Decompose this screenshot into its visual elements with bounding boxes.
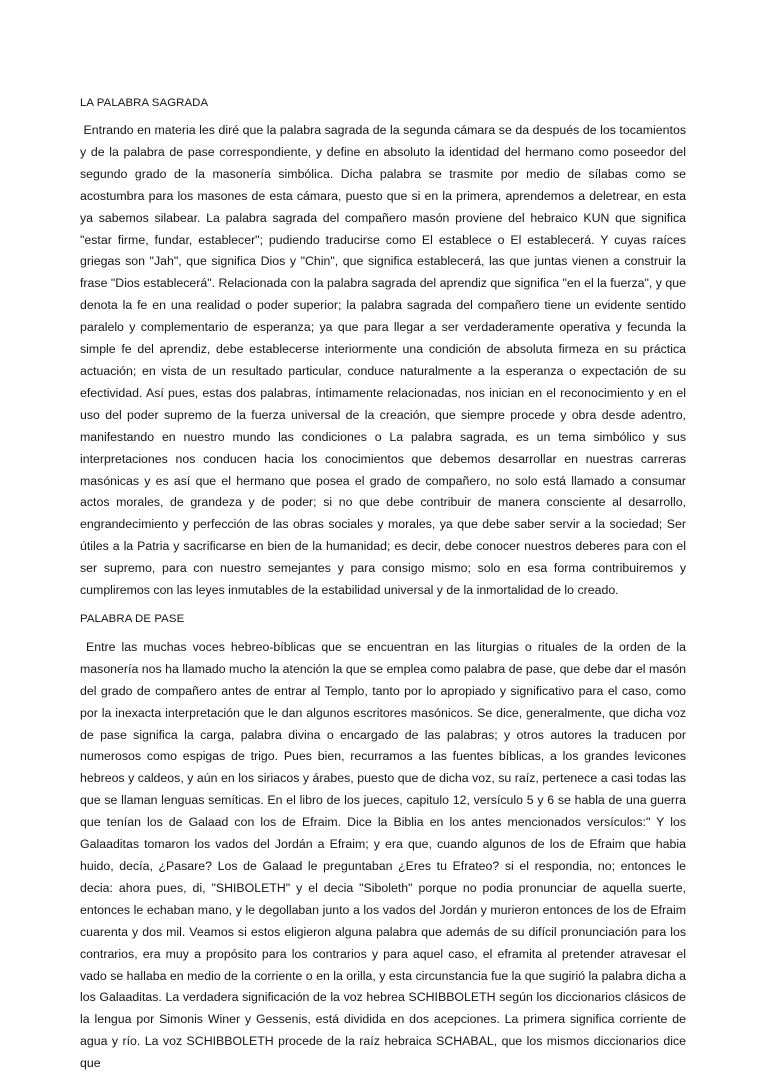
document-page [80,92,690,1075]
section-paragraph-palabra-sagrada: Entrando en materia les diré que la palabra sagrada de la segunda cámara se da después de los tocamientos y de la palabra de pase correspondiente, y define en absoluto la identidad del hermano como poseedor del segundo grado de la masonería simbólica. Dicha palabra se trasmite por medio de sílabas como se acostumbra para los masones de esta cámara, puesto que si en la primera, aprendemos a deletrear, en esta ya sabemos silabear. La palabra sagrada del compañero masón proviene del hebraico KUN que significa "estar firme, fundar, establecer"; pudiendo traducirse como El establece o El establecerá. Y cuyas raíces griegas son "Jah", que significa Dios y "Chin", que significa establecerá, las que juntas vienen a construir la frase "Dios establecerá". Relacionada con la palabra sagrada del aprendiz que significa "en el la fuerza", y que denota la fe en una realidad o poder superior; la palabra sagrada del compañero tiene un evidente sentido paralelo y complementario de esperanza; ya que para llegar a ser verdaderamente operativa y fecunda la simple fe del aprendiz, debe establecerse interiormente una condición de absoluta firmeza en su práctica actuación; en vista de un resultado particular, conduce naturalmente a la esperanza o expectación de su efectividad. Así pues, estas dos palabras, íntimamente relacionadas, nos inician en el reconocimiento y en el uso del poder supremo de la fuerza universal de la creación, que siempre procede y obra desde adentro, manifestando en nuestro mundo las condiciones o La palabra sagrada, es un tema simbólico y sus interpretaciones nos conducen hacia los conocimientos que debemos desarrollar en nuestras carreras masónicas y es así que el hermano que posea el grado de compañero, no solo está llamado a consumar actos morales, de grandeza y de poder; si no que debe contribuir de manera consciente al desarrollo, engrandecimiento y perfección de las obras sociales y morales, ya que debe saber servir a la sociedad; Ser útiles a la Patria y sacrificarse en bien de la humanidad; es decir, debe conocer nuestros deberes para con el ser supremo, para con nuestro semejantes y para consigo mismo; solo en esa forma contribuiremos y cumpliremos con las leyes inmutables de la estabilidad universal y de la inmortalidad de lo creado. [80,123,690,598]
section-paragraph-palabra-de-pase: Entre las muchas voces hebreo-bíblicas que se encuentran en las liturgias o rituales de la orden de la masonería nos ha llamado mucho la atención la que se emplea como palabra de pase, que debe dar el masón del grado de compañero antes de entrar al Templo, tanto por lo apropiado y significativo para el caso, como por la inexacta interpretación que le dan algunos escritores masónicos. Se dice, generalmente, que dicha voz de pase significa la carga, palabra divina o encargado de las palabras; y otros autores la traducen por numerosos como espigas de trigo. Pues bien, recurramos a las fuentes bíblicas, a los grandes levicones hebreos y caldeos, y aún en los siriacos y árabes, puesto que de dicha voz, su raíz, pertenece a casi todas las que se llaman lenguas semíticas. En el libro de los jueces, capitulo 12, versículo 5 y 6 se habla de una guerra que tenían los de Galaad con los de Efraim. Dice la Biblia en los antes mencionados versículos:" Y los Galaaditas tomaron los vados del Jordán a Efraim; y era que, cuando algunos de los de Efraim que habia huido, decía, ¿Pasare? Los de Galaad le preguntaban ¿Eres tu Efrateo? si el respondia, no; entonces le decia: ahora pues, di, "SHIBOLETH" y el decia "Siboleth" porque no podia pronunciar de aquella suerte, entonces le echaban mano, y le degollaban junto a los vados del Jordán y murieron entonces de los de Efraim cuarenta y dos mil. Veamos si estos eligieron alguna palabra que además de su difícil pronunciación para los contrarios, era muy a propósito para los contrarios y para aquel caso, el eframita al pretender atravesar el vado se hallaba en medio de la corriente o en la orilla, y esta circunstancia fue la que sugirió la palabra dicha a los Galaaditas. La verdadera significación de la voz hebrea SCHIBBOLETH según los diccionarios clásicos de la lengua por Simonis Winer y Gessenis, está dividida en dos acepciones. La primera significa corriente de agua y río. La voz SCHIBBOLETH procede de la raíz hebraica SCHABAL, que los mismos diccionarios dice que [80,639,690,1071]
section-heading-palabra-de-pase: PALABRA DE PASE [80,612,185,625]
section-heading-palabra-sagrada: LA PALABRA SAGRADA [80,97,209,109]
